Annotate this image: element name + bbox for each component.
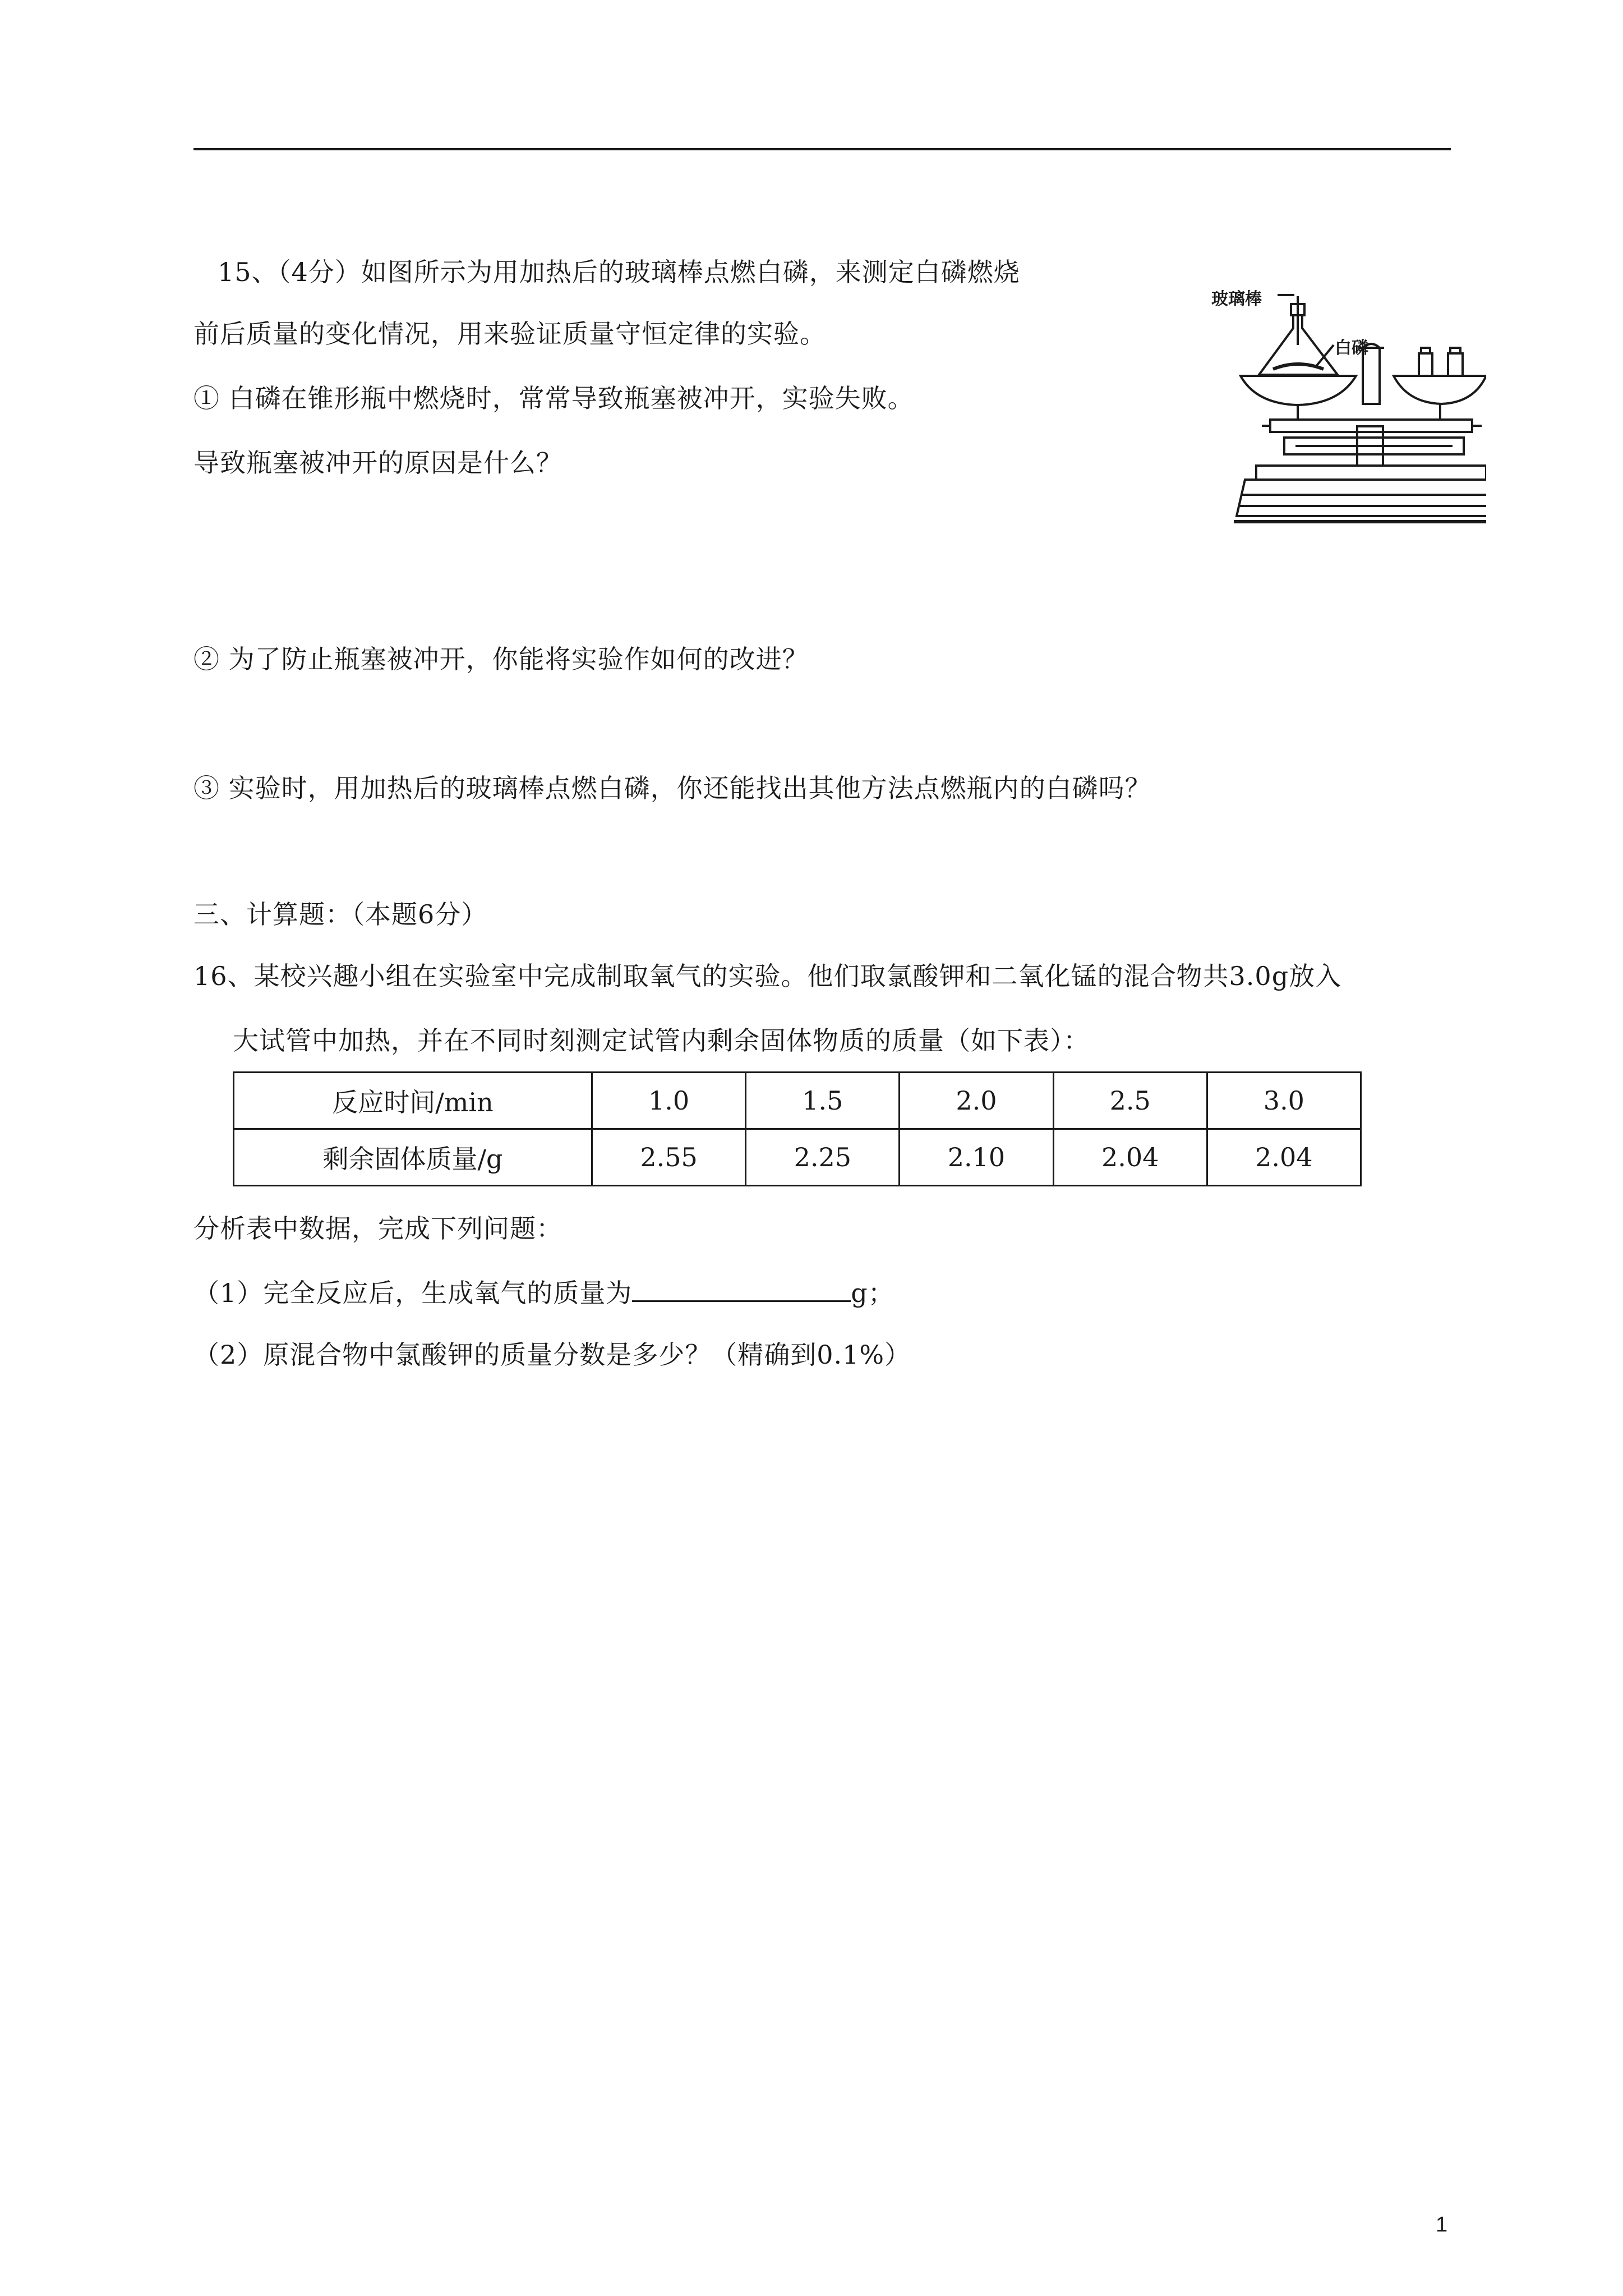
page-number: 1 xyxy=(1436,2213,1448,2237)
q16-intro-line-2: 大试管中加热，并在不同时刻测定试管内剩余固体物质的质量（如下表）： xyxy=(233,1025,1090,1056)
answer-blank[interactable] xyxy=(632,1273,851,1302)
table-header-mass: 剩余固体质量/g xyxy=(234,1129,592,1186)
q16-intro-line-1: 16、某校兴趣小组在实验室中完成制取氧气的实验。他们取氯酸钾和二氧化锰的混合物共3.0g放入 xyxy=(193,961,1342,991)
table-row-mass xyxy=(234,1129,1361,1186)
q15-intro-line-1: 15、（4分）如图所示为用加热后的玻璃棒点燃白磷，来测定白磷燃烧 xyxy=(218,257,1020,287)
q16-sub1-suffix: g； xyxy=(851,1278,895,1308)
q16-sub-question-1 xyxy=(193,1273,895,1310)
balance-drawing xyxy=(1195,275,1486,544)
table-row-time xyxy=(234,1073,1361,1129)
figure-label-glass-rod: 玻璃棒 xyxy=(1211,289,1262,309)
header-rule xyxy=(193,148,1451,150)
table-cell: 2.10 xyxy=(900,1129,1053,1186)
table-cell: 1.5 xyxy=(746,1073,900,1129)
q15-part1-line-1: ① 白磷在锥形瓶中燃烧时，常常导致瓶塞被冲开，实验失败。 xyxy=(193,383,914,413)
table-header-time: 反应时间/min xyxy=(234,1073,592,1129)
table-cell: 1.0 xyxy=(592,1073,746,1129)
table-cell: 2.55 xyxy=(592,1129,746,1186)
table-cell: 2.5 xyxy=(1053,1073,1207,1129)
table-cell: 3.0 xyxy=(1207,1073,1361,1129)
table-cell: 2.25 xyxy=(746,1129,900,1186)
figure-label-white-phosphorus: 白磷 xyxy=(1335,338,1368,358)
q16-sub1-prefix: （1）完全反应后，生成氧气的质量为 xyxy=(193,1278,633,1308)
q15-part2: ② 为了防止瓶塞被冲开，你能将实验作如何的改进？ xyxy=(193,644,809,674)
section-3-title: 三、计算题：（本题6分） xyxy=(193,899,488,930)
q16-sub-question-2: （2）原混合物中氯酸钾的质量分数是多少？（精确到0.1%） xyxy=(193,1340,911,1370)
q16-analysis-prompt: 分析表中数据，完成下列问题： xyxy=(193,1213,562,1244)
table-cell: 2.0 xyxy=(900,1073,1053,1129)
q15-part1-line-2: 导致瓶塞被冲开的原因是什么？ xyxy=(193,448,562,478)
balance-apparatus-figure xyxy=(1195,275,1486,544)
table-cell: 2.04 xyxy=(1053,1129,1207,1186)
table-cell: 2.04 xyxy=(1207,1129,1361,1186)
reaction-data-table xyxy=(233,1071,1362,1186)
q15-intro-line-2: 前后质量的变化情况，用来验证质量守恒定律的实验。 xyxy=(193,319,826,349)
q15-part3: ③ 实验时，用加热后的玻璃棒点燃白磷，你还能找出其他方法点燃瓶内的白磷吗？ xyxy=(193,773,1151,803)
